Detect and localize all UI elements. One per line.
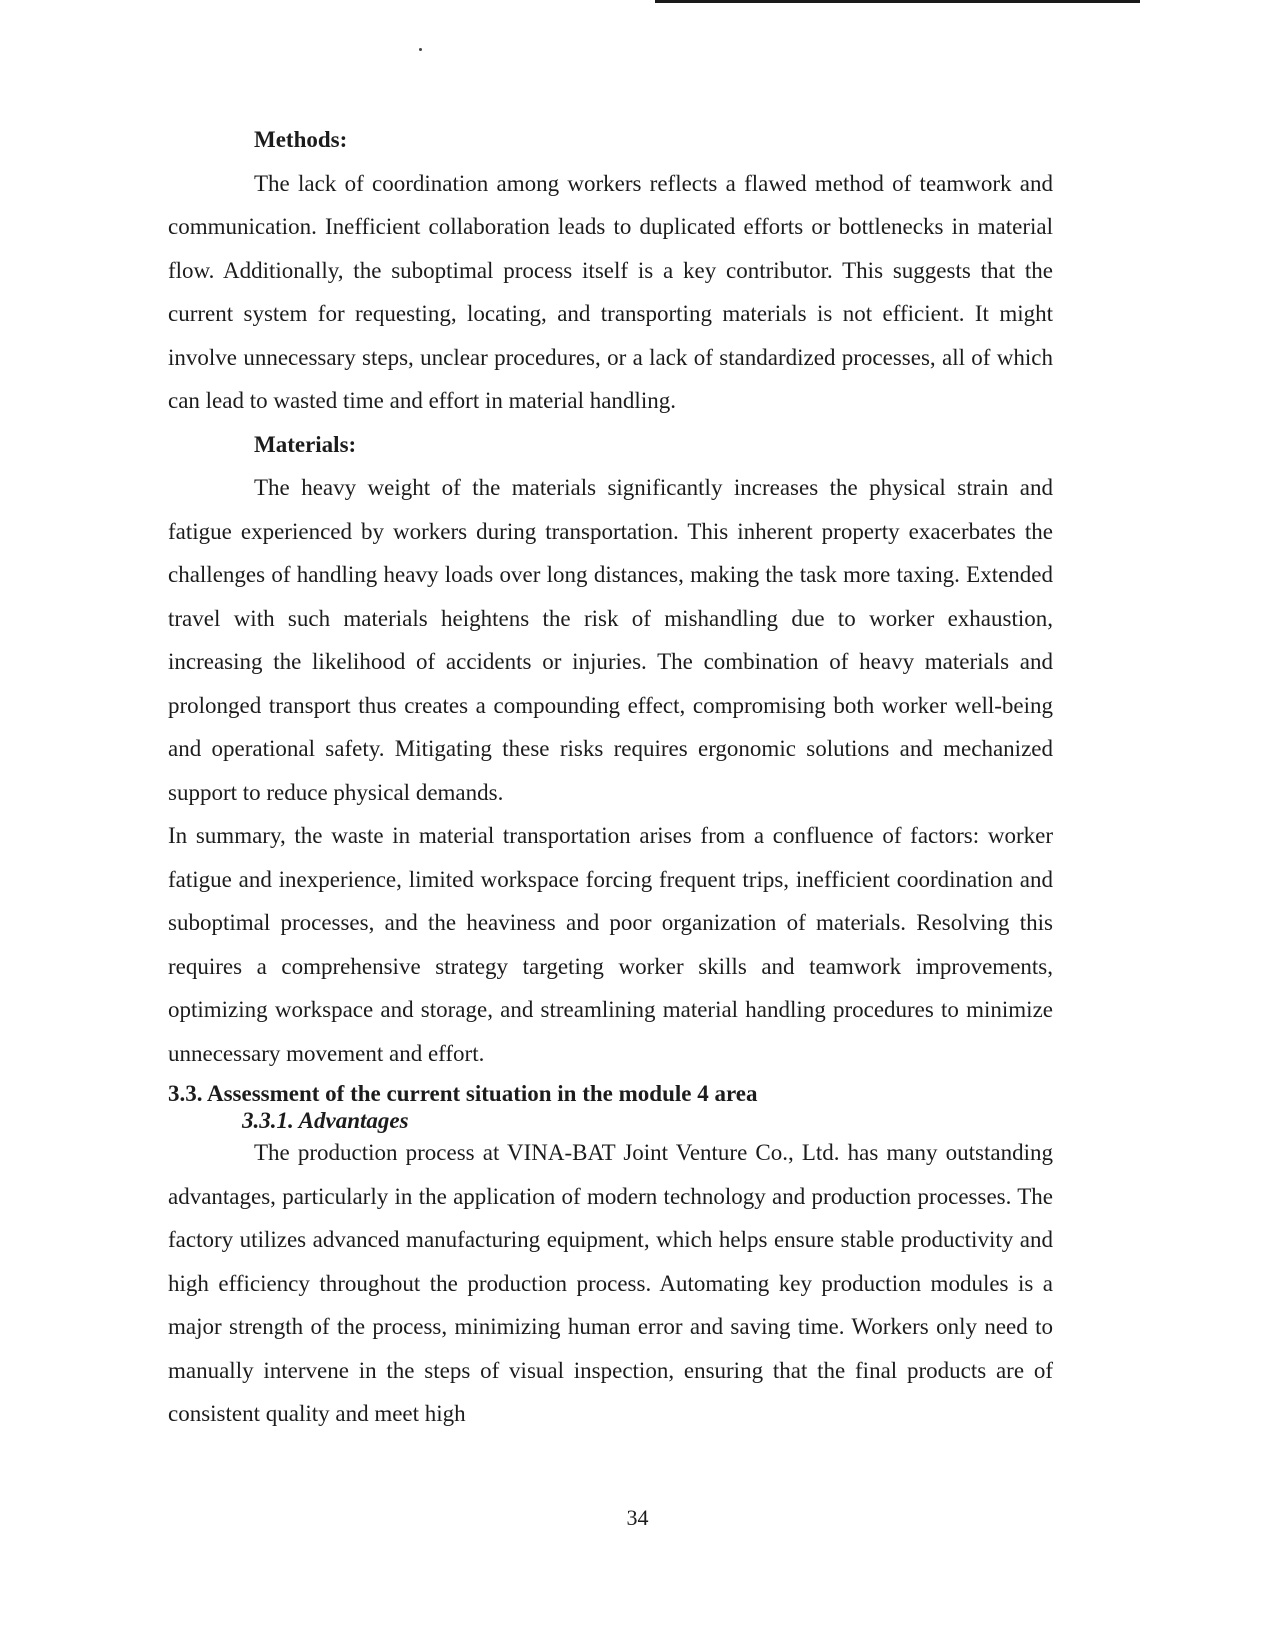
summary-paragraph: In summary, the waste in material transportation arises from a confluence of factors: worker fatigue and inexperience, limited workspace forcing frequent trips, inefficient coordination and suboptimal processes, and the heaviness and poor organization of materials. Resolving this requires a comprehensive strategy targeting worker skills and teamwork improvements, optimizing workspace and storage, and streamlining material handling procedures to minimize unnecessary movement and effort. (168, 823, 1053, 1066)
methods-paragraph: The lack of coordination among workers reflects a flawed method of teamwork and communication. Inefficient collaboration leads to duplicated efforts or bottlenecks in material flow. Additionally, the suboptimal process itself is a key contributor. This suggests that the current system for requesting, locating, and transporting materials is not efficient. It might involve unnecessary steps, unclear procedures, or a lack of standardized processes, all of which can lead to wasted time and effort in material handling. (168, 170, 1053, 413)
scan-speck (419, 48, 422, 51)
document-body (168, 118, 1053, 1436)
scan-edge-line (655, 0, 1140, 3)
materials-heading: Materials: (254, 431, 357, 457)
section-title: 3.3. Assessment of the current situation in the module 4 area (168, 1081, 758, 1106)
materials-paragraph: The heavy weight of the materials significantly increases the physical strain and fatigue experienced by workers during transportation. This inherent property exacerbates the challenges of handling heavy loads over long distances, making the task more taxing. Extended travel with such materials heightens the risk of mishandling due to worker exhaustion, increasing the likelihood of accidents or injuries. The combination of heavy materials and prolonged transport thus creates a compounding effect, compromising both worker well-being and operational safety. Mitigating these risks requires ergonomic solutions and mechanized support to reduce physical demands. (168, 475, 1053, 805)
page-number: 34 (626, 1505, 649, 1530)
methods-heading: Methods: (254, 127, 348, 152)
advantages-paragraph: The production process at VINA-BAT Joint Venture Co., Ltd. has many outstanding advantages, particularly in the application of modern technology and production processes. The factory utilizes advanced manufacturing equipment, which helps ensure stable productivity and high efficiency throughout the production process. Automating key production modules is a major strength of the process, minimizing human error and saving time. Workers only need to manually intervene in the steps of visual inspection, ensuring that the final products are of consistent quality and meet high (168, 1140, 1053, 1426)
subsection-title: 3.3.1. Advantages (242, 1108, 409, 1133)
